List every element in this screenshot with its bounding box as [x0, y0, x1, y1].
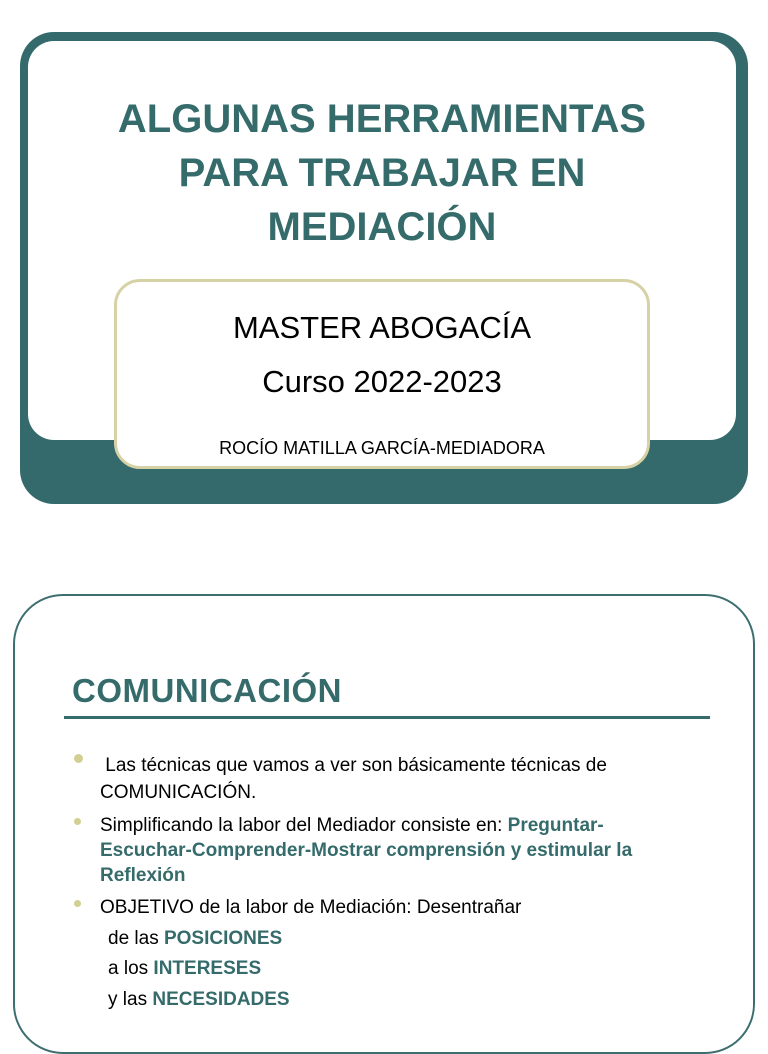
item-highlight: NECESIDADES: [152, 989, 290, 1010]
bullet2-prefix: Simplificando la labor del Mediador consiste en:: [100, 815, 508, 836]
bullet-dot: [74, 818, 81, 825]
slide1-title: [28, 92, 736, 254]
subtitle-box: [114, 279, 650, 469]
item-prefix: y las: [108, 989, 153, 1010]
title-line: ALGUNAS HERRAMIENTAS: [117, 97, 647, 141]
bullet1-line2: COMUNICACIÓN.: [100, 782, 257, 803]
bullet1-line1: Las técnicas que vamos a ver son básicamente técnicas de: [100, 755, 607, 776]
item-highlight: POSICIONES: [163, 928, 283, 949]
heading-rule: [64, 716, 710, 719]
objective-item: [108, 956, 261, 981]
item-prefix: a los: [108, 958, 154, 979]
subtitle-master: MASTER ABOGACÍA: [232, 310, 531, 345]
objective-item: [108, 926, 282, 951]
item-highlight: INTERESES: [153, 958, 262, 979]
bullet2-highlight: Preguntar-: [507, 815, 604, 836]
bullet-dot: [74, 900, 81, 907]
title-line: PARA TRABAJAR EN: [178, 151, 586, 195]
slide2-heading: COMUNICACIÓN: [72, 672, 342, 709]
objective-item: [108, 987, 290, 1012]
subtitle-course: Curso 2022-2023: [262, 364, 502, 399]
item-prefix: de las: [108, 928, 164, 949]
author-line: ROCÍO MATILLA GARCÍA-MEDIADORA: [219, 438, 545, 458]
bullet2-line2: Escuchar-Comprender-Mostrar comprensión y estimular la: [100, 840, 633, 861]
bullet3-text: OBJETIVO de la labor de Mediación: Desentrañar: [100, 897, 522, 918]
bullet-dot: [74, 754, 83, 763]
bullet2-line3: Reflexión: [100, 865, 186, 886]
bullet2-line1: [100, 813, 604, 838]
title-line: MEDIACIÓN: [267, 205, 497, 249]
